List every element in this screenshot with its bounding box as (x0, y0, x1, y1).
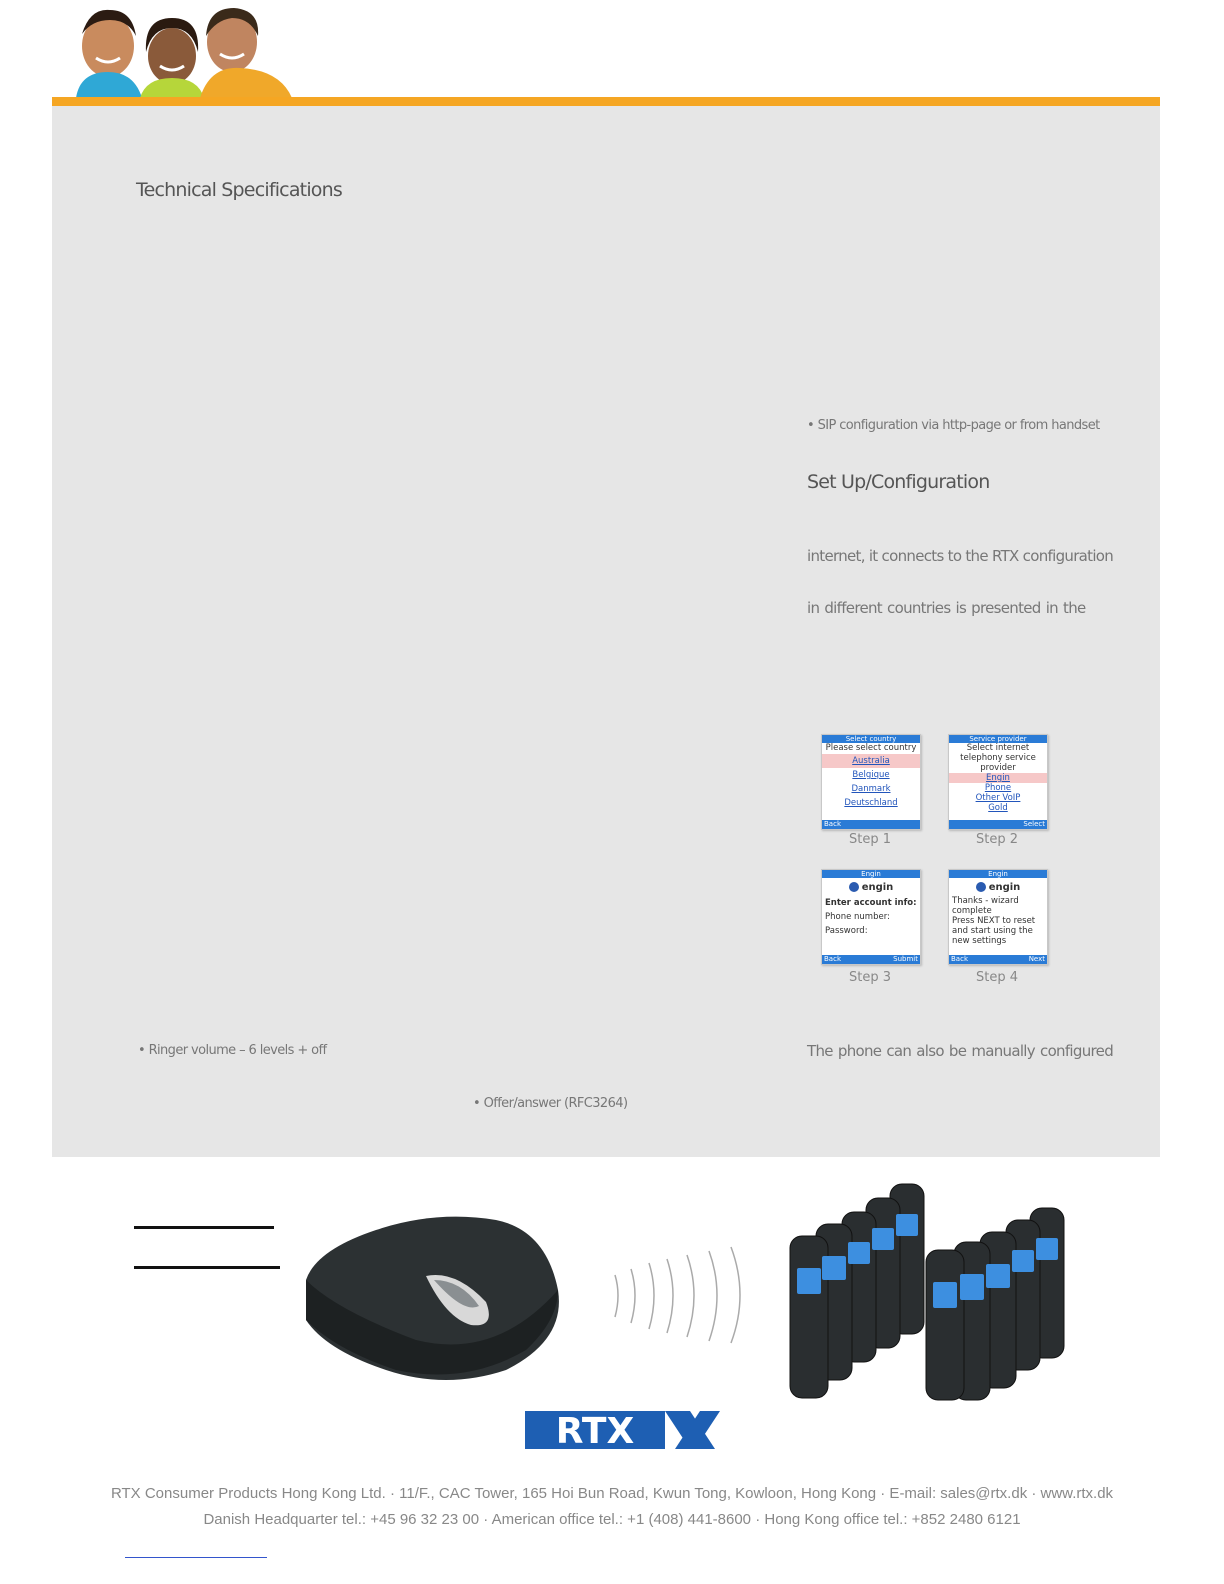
step-3-line: Password: (825, 926, 868, 936)
divider-rule (134, 1266, 280, 1269)
step-1-line: Please select country (825, 743, 917, 753)
step-3-screen (821, 869, 921, 965)
step-4-screen (948, 869, 1048, 965)
step-3-line: Phone number: (825, 912, 890, 922)
content-panel (52, 106, 1160, 1157)
softkey-left: Back (824, 955, 841, 963)
step-2-line: telephony service (960, 753, 1036, 763)
step-2-line: Gold (988, 803, 1008, 813)
setup-paragraph-line-1: internet, it connects to the RTX configuration (807, 547, 1114, 565)
signal-waves-icon (605, 1245, 755, 1345)
engin-logo-text: engin (861, 881, 894, 893)
step-1-line: Danmark (851, 784, 891, 794)
step-1-softkeys (822, 820, 920, 829)
header-accent-bar (52, 97, 1160, 106)
engin-logo (822, 878, 920, 896)
engin-logo-icon (976, 882, 986, 892)
step-2-softkeys (949, 820, 1047, 829)
step-3-softkeys (822, 955, 920, 964)
step-4-softkeys (949, 955, 1047, 964)
offer-answer-bullet: • Offer/answer (RFC3264) (473, 1096, 628, 1111)
step-1-screen-title: Select country (822, 735, 920, 743)
step-4-line: Thanks - wizard (952, 896, 1019, 906)
step-4-label: Step 4 (975, 970, 1018, 985)
rtx-logo (525, 1411, 720, 1451)
softkey-right: Next (1028, 955, 1045, 963)
step-3-line: Enter account info: (825, 898, 917, 908)
footer-link-underline (125, 1557, 267, 1558)
step-2-line: Select internet (966, 743, 1030, 753)
step-2-line: Engin (949, 773, 1047, 783)
people-photo (70, 6, 300, 98)
base-station-image (296, 1210, 566, 1386)
step-4-screen-title: Engin (949, 870, 1047, 878)
engin-logo (949, 878, 1047, 896)
engin-logo-icon (849, 882, 859, 892)
footer-phones: Danish Headquarter tel.: +45 96 32 23 00 · American office tel.: +1 (408) 441-8600 · Hong Kong office tel.: +852 2480 6121 (203, 1511, 1021, 1528)
step-2-line: Other VoIP (975, 793, 1021, 803)
step-1-line: Deutschland (844, 798, 898, 808)
softkey-left: Back (824, 820, 841, 828)
divider-rule (134, 1226, 274, 1229)
step-2-screen (948, 734, 1048, 830)
setup-paragraph-line-2: in different countries is presented in the (807, 599, 1086, 617)
rtx-logo-text: RTX (555, 1411, 635, 1451)
manual-configuration-line: The phone can also be manually configured (807, 1042, 1114, 1060)
ringer-volume-bullet: • Ringer volume – 6 levels + off (138, 1043, 327, 1058)
step-2-label: Step 2 (975, 832, 1018, 847)
step-2-screen-title: Service provider (949, 735, 1047, 743)
step-4-line: new settings (952, 936, 1007, 946)
step-1-line: Belgique (852, 770, 890, 780)
step-4-line: Press NEXT to reset (952, 916, 1036, 926)
technical-specifications-heading: Technical Specifications (136, 179, 342, 201)
step-4-line: and start using the (952, 926, 1033, 936)
step-1-line: Australia (822, 754, 920, 768)
engin-logo-text: engin (988, 881, 1021, 893)
softkey-right: Select (1023, 820, 1045, 828)
step-2-line: Phone (984, 783, 1012, 793)
setup-configuration-heading: Set Up/Configuration (807, 471, 990, 493)
softkey-left: Back (951, 955, 968, 963)
softkey-right: Submit (893, 955, 918, 963)
step-1-screen (821, 734, 921, 830)
footer-address: RTX Consumer Products Hong Kong Ltd. · 11/F., CAC Tower, 165 Hoi Bun Road, Kwun Tong, Kowloon, Hong Kong · E-mail: sales@rtx.dk · www.rtx.dk (110, 1485, 1114, 1502)
step-3-label: Step 3 (848, 970, 891, 985)
handsets-image (780, 1170, 1080, 1410)
step-3-screen-title: Engin (822, 870, 920, 878)
step-4-line: complete (952, 906, 992, 916)
step-1-label: Step 1 (848, 832, 891, 847)
sip-configuration-bullet: • SIP configuration via http-page or from handset (807, 418, 1100, 433)
step-2-line: provider (980, 763, 1016, 773)
